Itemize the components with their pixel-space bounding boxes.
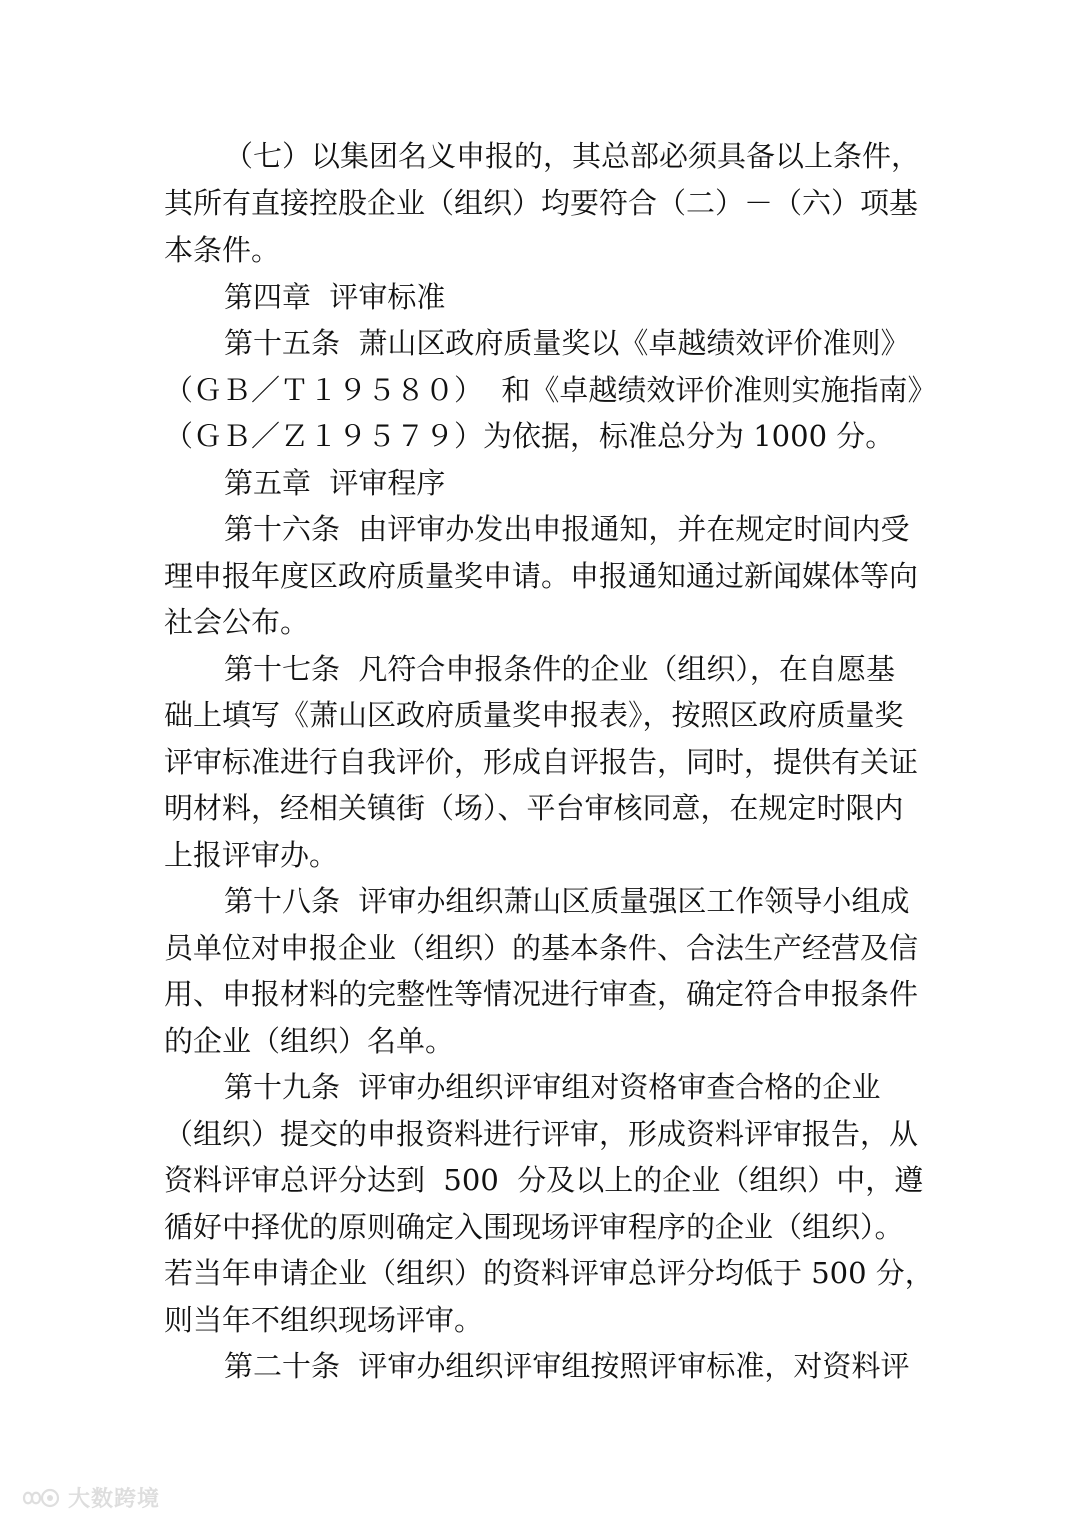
watermark: [22, 1482, 160, 1513]
watermark-text: 大数跨境: [68, 1487, 161, 1512]
text-line: 资料评审总评分达到 500 分及以上的企业（组织）中，遵: [164, 1163, 924, 1197]
text-line: 员单位对申报企业（组织）的基本条件、合法生产经营及信: [164, 931, 919, 965]
text-line: 用、申报材料的完整性等情况进行审查，确定符合申报条件: [164, 977, 919, 1011]
text-line: 上报评审办。: [164, 838, 339, 872]
text-line: 第十八条 评审办组织萧山区质量强区工作领导小组成: [224, 884, 910, 918]
text-line: （组织）提交的申报资料进行评审，形成资料评审报告，从: [164, 1117, 919, 1151]
text-line: 其所有直接控股企业（组织）均要符合（二）－（六）项基: [164, 186, 919, 220]
text-line: 则当年不组织现场评审。: [164, 1303, 484, 1337]
text-line: （七）以集团名义申报的，其总部必须具备以上条件，: [224, 139, 921, 173]
text-line: （ＧＢ／Ｔ１９５８０） 和《卓越绩效评价准则实施指南》: [164, 373, 937, 407]
text-line: 第十六条 由评审办发出申报通知，并在规定时间内受: [224, 512, 910, 546]
infinity-logo-icon: [22, 1485, 62, 1511]
text-line: 明材料，经相关镇街（场）、平台审核同意，在规定时限内: [164, 791, 904, 825]
text-line: 若当年申请企业（组织）的资料评审总评分均低于 500 分，: [164, 1256, 934, 1290]
text-line: 本条件。: [164, 233, 281, 267]
text-line: 评审标准进行自我评价，形成自评报告，同时，提供有关证: [164, 745, 919, 779]
text-line: 理申报年度区政府质量奖申请。申报通知通过新闻媒体等向: [164, 559, 919, 593]
text-line: 第二十条 评审办组织评审组按照评审标准，对资料评: [224, 1349, 910, 1383]
text-line: 社会公布。: [164, 605, 310, 639]
text-line: 第十九条 评审办组织评审组对资格审查合格的企业: [224, 1070, 881, 1104]
chapter-heading: 第四章 评审标准: [224, 280, 446, 314]
text-line: 第十五条 萧山区政府质量奖以《卓越绩效评价准则》: [224, 326, 910, 360]
text-line: 础上填写《萧山区政府质量奖申报表》，按照区政府质量奖: [164, 698, 904, 732]
text-line: （ＧＢ／Ｚ１９５７９）为依据，标准总分为 1000 分。: [164, 419, 895, 453]
text-line: 循好中择优的原则确定入围现场评审程序的企业（组织）。: [164, 1210, 904, 1244]
chapter-heading: 第五章 评审程序: [224, 466, 446, 500]
text-line: 的企业（组织）名单。: [164, 1024, 455, 1058]
text-line: 第十七条 凡符合申报条件的企业（组织），在自愿基: [224, 652, 895, 686]
